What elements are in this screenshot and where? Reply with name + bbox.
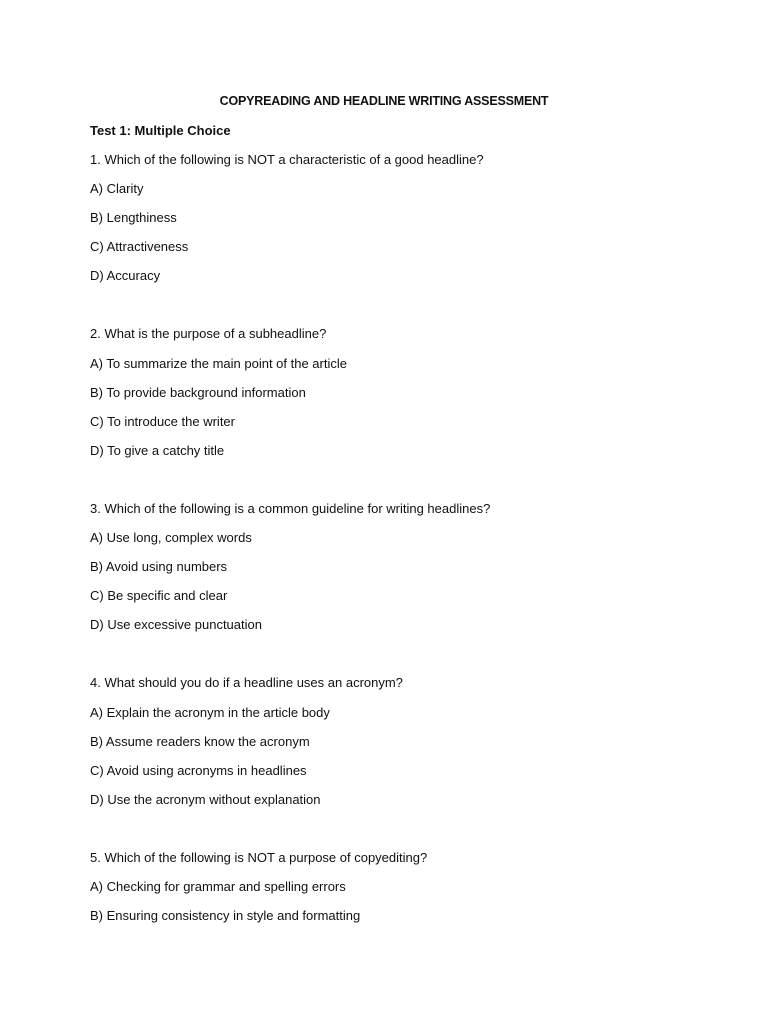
question-5 [90,849,710,936]
spacer [90,820,710,849]
spacer [90,645,710,674]
answer-option: A) Explain the acronym in the article body [90,704,330,720]
test-heading: Test 1: Multiple Choice [90,123,231,138]
spacer [90,296,710,325]
answer-option: B) Ensuring consistency in style and formatting [90,908,361,924]
question-3 [90,500,710,645]
answer-option: B) Assume readers know the acronym [90,733,310,749]
answer-option: A) Use long, complex words [90,530,252,546]
answer-option: D) Accuracy [90,268,161,284]
answer-option: D) Use excessive punctuation [90,617,262,633]
document-body [90,122,710,936]
answer-option: B) To provide background information [90,384,306,400]
answer-option: A) Checking for grammar and spelling errors [90,878,346,894]
question-1 [90,151,710,296]
question-4 [90,674,710,819]
question-2 [90,325,710,470]
question-prompt: 3. Which of the following is a common guideline for writing headlines? [90,500,491,516]
answer-option: C) Avoid using acronyms in headlines [90,762,307,778]
answer-option: A) Clarity [90,181,144,197]
answer-option: D) Use the acronym without explanation [90,791,321,807]
answer-option: A) To summarize the main point of the article [90,355,347,371]
question-prompt: 1. Which of the following is NOT a characteristic of a good headline? [90,152,484,167]
answer-option: C) Be specific and clear [90,588,228,604]
answer-option: C) To introduce the writer [90,413,235,429]
answer-option: C) Attractiveness [90,239,189,255]
answer-option: B) Avoid using numbers [90,559,228,575]
question-prompt: 5. Which of the following is NOT a purpose of copyediting? [90,849,428,865]
question-prompt: 2. What is the purpose of a subheadline? [90,326,327,342]
question-prompt: 4. What should you do if a headline uses an acronym? [90,675,403,691]
answer-option: D) To give a catchy title [90,442,225,458]
answer-option: B) Lengthiness [90,210,177,226]
document-title: COPYREADING AND HEADLINE WRITING ASSESSMENT [219,94,549,108]
spacer [90,471,710,500]
